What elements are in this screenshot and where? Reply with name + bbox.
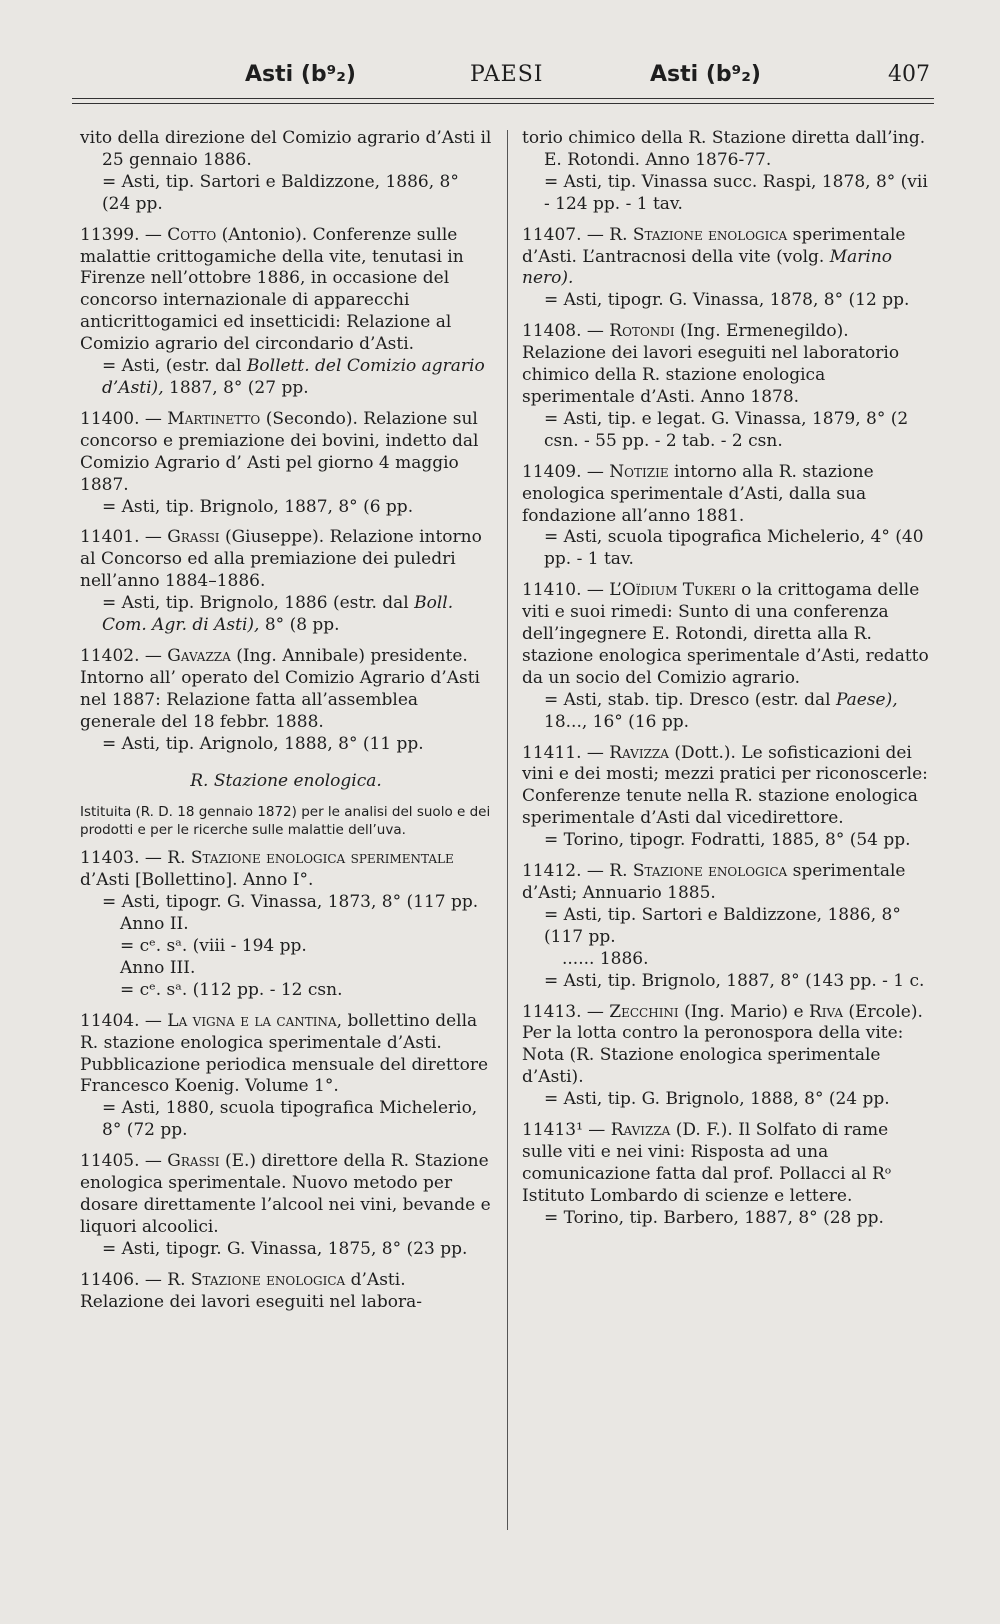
entry-imprint: = Asti, tipogr. G. Vinassa, 1875, 8° (23 pp. bbox=[102, 1238, 468, 1259]
entry-title: d’Asti. Relazione dei lavori eseguiti nel labora- bbox=[80, 1269, 422, 1312]
page-number: 407 bbox=[888, 62, 930, 87]
entry-title: (Ercole). Per la lotta contro la peronospora della vite: Nota (R. Stazione enologica sperimentale d’Asti). bbox=[522, 1001, 923, 1088]
volume-label: Anno II. bbox=[120, 914, 189, 935]
entry-number: 11412. — bbox=[522, 861, 604, 882]
section-heading: R. Stazione enologica. bbox=[190, 771, 382, 792]
entry-11403 bbox=[80, 848, 492, 892]
entry-title: d’Asti [Bollettino]. Anno I°. bbox=[80, 870, 314, 891]
entry-number: 11404. — bbox=[80, 1010, 162, 1031]
entry-imprint: = Asti, tipogr. G. Vinassa, 1873, 8° (117 pp. bbox=[102, 892, 479, 913]
entry-title: (Antonio). Conferenze sulle malattie crittogamiche della vite, tenutasi in Firenze nell’ottobre 1886, in occasione del concorso internazionale di apparecchi anticrittogamici ed insetticidi: Relazione al Comizio agrario del circondario d’Asti. bbox=[80, 224, 464, 355]
volume-imprint: = cᵉ. sᵃ. (viii - 194 pp. bbox=[120, 936, 307, 956]
column-divider bbox=[507, 130, 508, 1530]
entry-author: Cotto bbox=[167, 224, 217, 245]
entry-number: 11406. — bbox=[80, 1269, 162, 1290]
volume-imprint: = cᵉ. sᵃ. (112 pp. - 12 csn. bbox=[120, 979, 343, 1000]
entry-11405 bbox=[80, 1151, 492, 1239]
entry-imprint: = Asti, scuola tipografica Michelerio, 4° (40 pp. - 1 tav. bbox=[544, 527, 924, 570]
entry-author: R. Stazione enologica bbox=[167, 1269, 346, 1290]
entry-11413-bis bbox=[522, 1120, 934, 1208]
entry-title: (Ing. Ermenegildo). Relazione dei lavori eseguiti nel laboratorio chimico della R. stazione enologica sperimentale d’Asti. Anno 1878. bbox=[522, 321, 900, 407]
entry-author: Grassi bbox=[167, 527, 220, 548]
entry-11413: 11413. — Zecchini (Ing. Mario) e Riva (Ercole). Per la lotta contro la peronospora della vite: Nota (R. Stazione enologica sperimentale d’Asti). bbox=[522, 1001, 923, 1088]
entry-number: 11408. — bbox=[522, 321, 604, 342]
entry-imprint: = Asti, (estr. dal Bollett. del Comizio agrario d’Asti), 1887, 8° (27 pp. bbox=[102, 356, 485, 398]
section-note: Istituita (R. D. 18 gennaio 1872) per le analisi del suolo e dei prodotti e per le ricerche sulle malattie dell’uva. bbox=[80, 804, 491, 839]
entry-11410 bbox=[522, 580, 934, 690]
entry-imprint: = Asti, 1880, scuola tipografica Michelerio, 8° (72 pp. bbox=[102, 1098, 478, 1141]
entry-imprint: = Asti, tip. G. Brignolo, 1888, 8° (24 pp. bbox=[544, 1089, 890, 1110]
volume-label: ...... 1886. bbox=[562, 948, 649, 969]
entry-title-italic: Marino nero). bbox=[522, 246, 893, 289]
entry-imprint: = Asti, tip. e legat. G. Vinassa, 1879, 8° (2 csn. - 55 pp. - 2 tab. - 2 csn. bbox=[544, 408, 909, 451]
entry-title: (Dott.). Le sofisticazioni dei vini e dei mosti; mezzi pratici per riconoscerle: Conferenze tenute nella R. stazione enologica sperimentale d’Asti dal vicedirettore. bbox=[522, 742, 928, 829]
volume-imprint: = Asti, tip. Brignolo, 1887, 8° (143 pp. - 1 c. bbox=[544, 970, 925, 991]
entry-author: L’Oïdium Tukeri bbox=[609, 580, 736, 601]
entry-title: sperimentale d’Asti; Annuario 1885. bbox=[522, 861, 906, 903]
entry-11401 bbox=[80, 527, 492, 593]
entry-author: Rotondi bbox=[609, 321, 675, 342]
entry-author: Ravizza bbox=[609, 742, 669, 763]
entry-number: 11409. — bbox=[522, 461, 604, 482]
entry-imprint: = Torino, tip. Barbero, 1887, 8° (28 pp. bbox=[544, 1207, 884, 1228]
entry-continuation: vito della direzione del Comizio agrario d’Asti il 25 gennaio 1886. bbox=[80, 128, 492, 170]
entry-author: La vigna e la cantina, bbox=[167, 1010, 343, 1031]
entry-imprint: = Asti, tip. Brignolo, 1887, 8° (6 pp. bbox=[102, 496, 414, 517]
entry-number: 11405. — bbox=[80, 1151, 162, 1172]
entry-title: (E.) direttore della R. Stazione enologica sperimentale. Nuovo metodo per dosare direttamente l’alcool nei vini, bevande e liquori alcoolici. bbox=[80, 1151, 491, 1237]
entry-imprint: = Asti, stab. tip. Dresco (estr. dal Paese), 18..., 16° (16 pp. bbox=[544, 689, 898, 732]
left-column bbox=[80, 128, 492, 1314]
volume-label: Anno III. bbox=[120, 957, 196, 978]
entry-title: intorno alla R. stazione enologica sperimentale d’Asti, dalla sua fondazione all’anno 1881. bbox=[522, 461, 874, 526]
entry-imprint: = Asti, tip. Sartori e Baldizzone, 1886, 8° (117 pp. bbox=[544, 904, 901, 947]
header-left-heading: Asti (b⁹₂) bbox=[245, 62, 356, 87]
entry-11409 bbox=[522, 462, 934, 528]
entry-title: (Secondo). Relazione sul concorso e premiazione dei bovini, indetto dal Comizio Agrario d’ Asti pel giorno 4 maggio 1887. bbox=[80, 408, 479, 495]
entry-number: 11411. — bbox=[522, 742, 604, 763]
entry-imprint: = Asti, tip. Vinassa succ. Raspi, 1878, 8° (vii - 124 pp. - 1 tav. bbox=[544, 171, 928, 214]
entry-number: 11403. — bbox=[80, 848, 162, 869]
entry-imprint: = Asti, tip. Arignolo, 1888, 8° (11 pp. bbox=[102, 733, 424, 754]
entry-author: Zecchini bbox=[609, 1001, 679, 1022]
entry-author: Grassi bbox=[167, 1151, 220, 1172]
entry-number: 11413. — bbox=[522, 1001, 604, 1022]
entry-author: R. Stazione enologica sperimentale bbox=[167, 848, 454, 869]
entry-imprint: = Torino, tipogr. Fodratti, 1885, 8° (54 pp. bbox=[544, 830, 911, 851]
entry-11412 bbox=[522, 861, 934, 905]
entry-title: (D. F.). Il Solfato di rame sulle viti e nei vini: Risposta ad una comunicazione fatta dal prof. Pollacci al Rᵒ Istituto Lombardo di scienze e lettere. bbox=[522, 1120, 892, 1206]
header-center-heading: PAESI bbox=[470, 62, 544, 87]
entry-11399 bbox=[80, 225, 492, 356]
entry-number: 11402. — bbox=[80, 645, 162, 666]
header-rule bbox=[72, 98, 934, 99]
entry-author: Martinetto bbox=[167, 408, 261, 429]
running-header bbox=[80, 62, 930, 94]
right-column bbox=[522, 128, 934, 1230]
entry-continuation: torio chimico della R. Stazione diretta dall’ing. E. Rotondi. Anno 1876-77. bbox=[522, 128, 926, 170]
entry-imprint: = Asti, tipogr. G. Vinassa, 1878, 8° (12 pp. bbox=[544, 290, 910, 311]
header-rule-thin bbox=[72, 103, 934, 104]
entry-title: bollettino della R. stazione enologica sperimentale d’Asti. Pubblicazione periodica mensuale del direttore Francesco Koenig. Volume 1°. bbox=[80, 1010, 489, 1097]
entry-author: Gavazza bbox=[167, 645, 231, 666]
entry-author: Ravizza bbox=[610, 1120, 671, 1141]
entry-author: Notizie bbox=[609, 461, 669, 482]
entry-title: (Giuseppe). Relazione intorno al Concorso ed alla premiazione dei puledri nell’anno 1884–1886. bbox=[80, 527, 482, 592]
entry-11408 bbox=[522, 321, 934, 409]
entry-title: (Ing. Annibale) presidente. Intorno all’ operato del Comizio Agrario d’Asti nel 1887: Relazione fatta all’assemblea generale del 18 febbr. 1888. bbox=[80, 645, 480, 732]
entry-imprint: = Asti, tip. Brignolo, 1886 (estr. dal Boll. Com. Agr. di Asti), 8° (8 pp. bbox=[102, 593, 454, 636]
entry-title: o la crittogama delle viti e suoi rimedi: Sunto di una conferenza dell’ingegnere E. Rotondi, diretta alla R. stazione enologica sperimentale d’Asti, redatto da un socio del Comizio agrario. bbox=[522, 580, 929, 688]
entry-number: 11399. — bbox=[80, 224, 162, 245]
entry-imprint: = Asti, tip. Sartori e Baldizzone, 1886, 8° (24 pp. bbox=[102, 171, 459, 214]
entry-number: 11407. — bbox=[522, 224, 604, 245]
header-right-heading: Asti (b⁹₂) bbox=[650, 62, 761, 87]
entry-11400 bbox=[80, 409, 492, 497]
entry-author: R. Stazione enologica bbox=[609, 224, 788, 245]
entry-11411 bbox=[522, 743, 934, 831]
entry-author: R. Stazione enologica bbox=[609, 861, 788, 882]
entry-number: 11401. — bbox=[80, 527, 162, 548]
entry-number: 11413¹ — bbox=[522, 1120, 606, 1141]
entry-11402 bbox=[80, 646, 492, 734]
entry-number: 11400. — bbox=[80, 408, 162, 429]
entry-11407 bbox=[522, 225, 934, 291]
entry-11404 bbox=[80, 1011, 492, 1099]
entry-11406 bbox=[80, 1270, 492, 1314]
entry-number: 11410. — bbox=[522, 580, 604, 601]
entry-author: Riva bbox=[808, 1001, 843, 1022]
entry-title: sperimentale d’Asti. L’antracnosi della vite (volg. bbox=[522, 224, 906, 267]
